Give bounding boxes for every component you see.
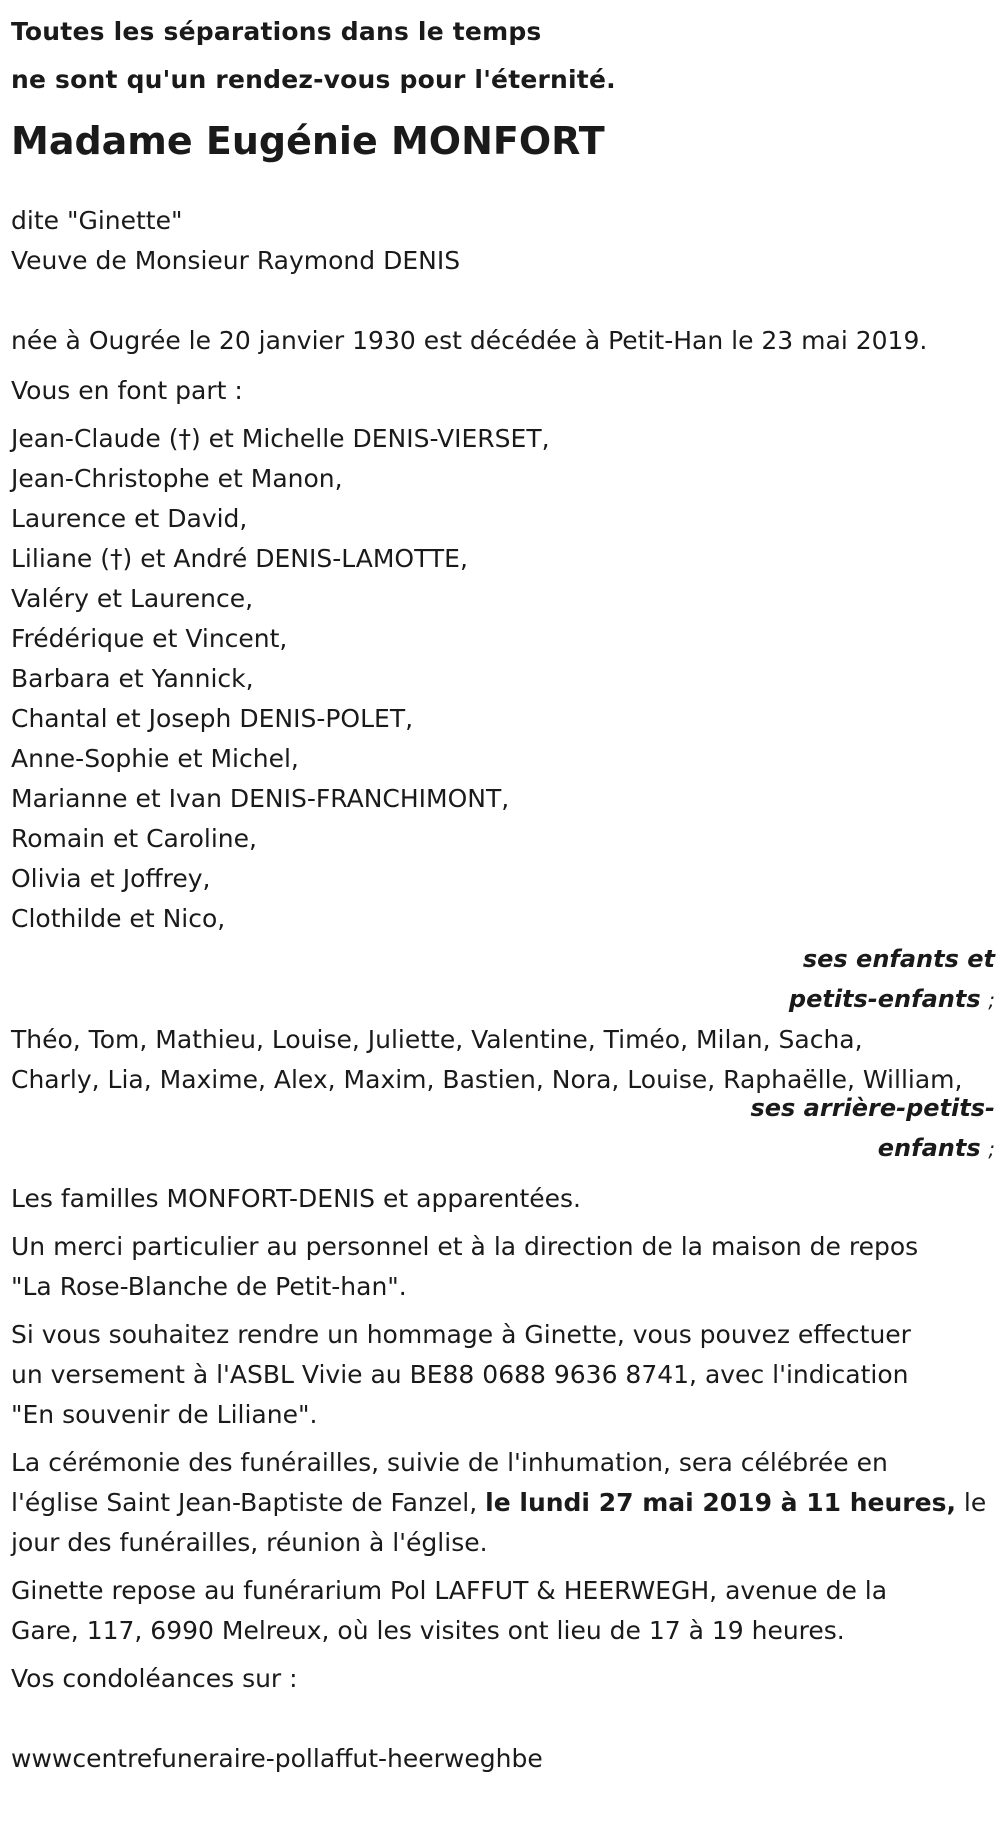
family-member: Olivia et Joffrey, — [11, 864, 211, 893]
birth-death-statement: née à Ougrée le 20 janvier 1930 est décédée à Petit-Han le 23 mai 2019. — [11, 326, 928, 355]
great-grandchildren-line: Théo, Tom, Mathieu, Louise, Juliette, Valentine, Timéo, Milan, Sacha, — [11, 1025, 863, 1054]
ceremony-tail: le — [963, 1488, 987, 1517]
epigraph-line: ne sont qu'un rendez-vous pour l'éternité. — [11, 65, 616, 94]
family-member: Romain et Caroline, — [11, 824, 257, 853]
donation-line: Si vous souhaitez rendre un hommage à Ginette, vous pouvez effectuer — [11, 1320, 911, 1349]
ceremony-place: l'église Saint Jean-Baptiste de Fanzel, — [11, 1488, 478, 1517]
condolences-label: Vos condoléances sur : — [11, 1664, 298, 1693]
donation-line: "En souvenir de Liliane". — [11, 1400, 318, 1429]
family-member: Jean-Christophe et Manon, — [11, 464, 343, 493]
family-list — [11, 419, 995, 939]
family-member: Laurence et David, — [11, 504, 248, 533]
family-member: Marianne et Ivan DENIS-FRANCHIMONT, — [11, 784, 510, 813]
family-member: Valéry et Laurence, — [11, 584, 254, 613]
donation-paragraph — [11, 1315, 995, 1435]
ceremony-line — [11, 1483, 995, 1523]
announce-label: Vous en font part : — [11, 376, 243, 405]
family-member: Clothilde et Nico, — [11, 904, 226, 933]
epigraph — [11, 0, 995, 104]
role-label: ses enfants et — [802, 945, 995, 973]
family-member: Jean-Claude (†) et Michelle DENIS-VIERSET, — [11, 424, 550, 453]
role-label: petits-enfants — [788, 985, 981, 1013]
website-link[interactable]: wwwcentrefuneraire-pollaffut-heerweghbe — [11, 1744, 543, 1773]
great-grandchildren-role — [11, 1088, 995, 1169]
thanks-line: "La Rose-Blanche de Petit-han". — [11, 1272, 407, 1301]
ceremony-date: le lundi 27 mai 2019 à 11 heures, — [485, 1488, 956, 1517]
families-line: Les familles MONFORT-DENIS et apparentées. — [11, 1184, 581, 1213]
children-role — [11, 939, 995, 1020]
role-label: enfants — [877, 1134, 981, 1162]
rest-line: Gare, 117, 6990 Melreux, où les visites ont lieu de 17 à 19 heures. — [11, 1616, 845, 1645]
widow-of: Veuve de Monsieur Raymond DENIS — [11, 246, 461, 275]
ceremony-line: La cérémonie des funérailles, suivie de l'inhumation, sera célébrée en — [11, 1448, 888, 1477]
role-semicolon: ; — [988, 1137, 995, 1161]
role-semicolon: ; — [988, 988, 995, 1012]
nickname: dite "Ginette" — [11, 206, 183, 235]
thanks-line: Un merci particulier au personnel et à la direction de la maison de repos — [11, 1232, 919, 1261]
family-member: Chantal et Joseph DENIS-POLET, — [11, 704, 414, 733]
family-member: Frédérique et Vincent, — [11, 624, 288, 653]
rest-line: Ginette repose au funérarium Pol LAFFUT & HEERWEGH, avenue de la — [11, 1576, 888, 1605]
obituary-notice — [11, 0, 995, 1779]
ceremony-line: jour des funérailles, réunion à l'église. — [11, 1528, 488, 1557]
family-member: Anne-Sophie et Michel, — [11, 744, 299, 773]
deceased-name: Madame Eugénie MONFORT — [11, 119, 605, 163]
family-member: Liliane (†) et André DENIS-LAMOTTE, — [11, 544, 468, 573]
ceremony-paragraph — [11, 1443, 995, 1563]
epigraph-line: Toutes les séparations dans le temps — [11, 17, 542, 46]
family-member: Barbara et Yannick, — [11, 664, 254, 693]
great-grandchildren-line: Charly, Lia, Maxime, Alex, Maxim, Bastien, Nora, Louise, Raphaëlle, William, — [11, 1065, 963, 1094]
thanks-paragraph — [11, 1227, 995, 1307]
donation-line: un versement à l'ASBL Vivie au BE88 0688 9636 8741, avec l'indication — [11, 1360, 909, 1389]
role-label: ses arrière-petits- — [750, 1094, 995, 1122]
rest-paragraph — [11, 1571, 995, 1651]
